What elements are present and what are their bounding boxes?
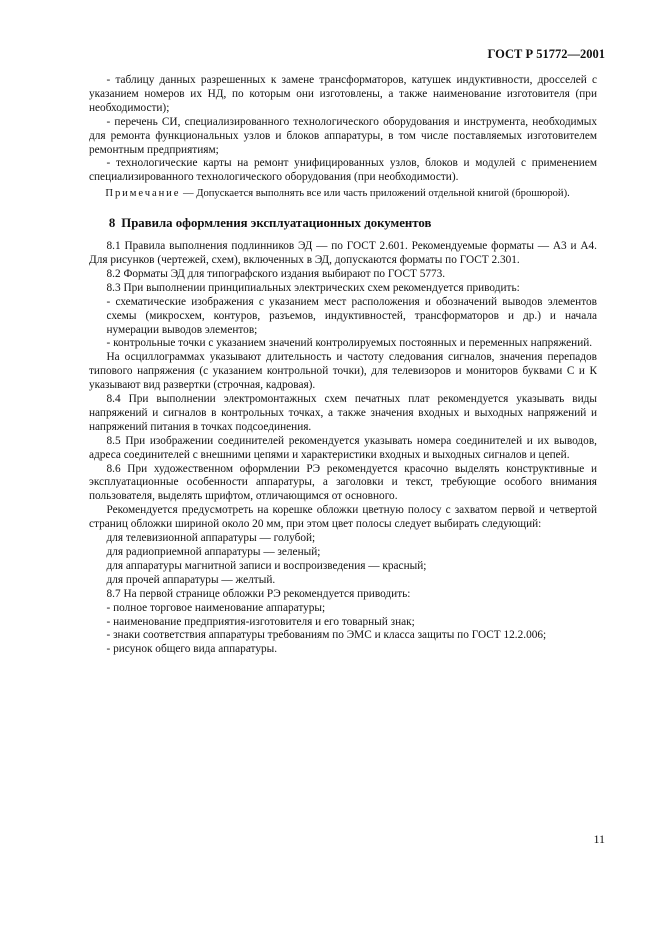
note (89, 187, 597, 201)
paragraph: 8.7 На первой странице обложки РЭ рекомендуется приводить: (106, 587, 411, 600)
list-item: для телевизионной аппаратуры — голубой; (106, 532, 316, 545)
page-content (89, 74, 597, 657)
paragraph: 8.2 Форматы ЭД для типографского издания выбирают по ГОСТ 5773. (106, 267, 446, 280)
list-item: - знаки соответствия аппаратуры требованиям по ЭМС и класса защиты по ГОСТ 12.2.006; (106, 629, 547, 642)
list-item: для радиоприемной аппаратуры — зеленый; (106, 546, 321, 558)
section-heading (89, 217, 597, 231)
list-item: - полное торговое наименование аппаратуры; (106, 601, 326, 614)
list-item: - рисунок общего вида аппаратуры. (106, 643, 278, 656)
paragraph: Рекомендуется предусмотреть на корешке обложки цветную полосу с захватом первой и четвертой страниц обложки шириной около 20 мм, при этом цвет полосы следует выбирать следующий: (89, 504, 597, 531)
paragraph: 8.6 При художественном оформлении РЭ рекомендуется красочно выделять конструктивные и эксплуатационные особенности аппаратуры, а заголовки и текст, требующие особого внимания пользователя, выделять шрифтом, отличающимся от основного. (89, 462, 597, 503)
section-number: 8 (108, 216, 116, 231)
list-item: для прочей аппаратуры — желтый. (106, 573, 276, 586)
paragraph: 8.4 При выполнении электромонтажных схем печатных плат рекомендуется указывать виды напряжений и сигналов в контрольных точках, а также значения входных и выходных напряжений и напряжений питания в точках подсоединения. (89, 393, 597, 433)
paragraph: На осциллограммах указывают длительность и частоту следования сигналов, значения перепадов типового напряжения (с указанием контрольной точки), для телевизоров и мониторов буквами С и К указывают вид развертки (строчная, кадровая). (89, 351, 597, 392)
list-item: - таблицу данных разрешенных к замене трансформаторов, катушек индуктивности, дросселей с указанием номеров их НД, по которым они изготовлены, а также наименование изготовителя (при необходимости); (89, 74, 597, 114)
page-number: 11 (593, 832, 605, 846)
list-item: - схематические изображения с указанием мест расположения и обозначений выводов элементов схемы (микросхем, контуров, разъемов, индуктивностей, трансформаторов и др.) и начала нумерации выводов элементов; (106, 295, 597, 336)
paragraph: 8.3 При выполнении принципиальных электрических схем рекомендуется приводить: (106, 281, 520, 294)
list-item: - контрольные точки с указанием значений контролируемых постоянных и переменных напряжений. (106, 337, 593, 350)
list-item: для аппаратуры магнитной записи и воспроизведения — красный; (106, 559, 427, 572)
note-label: Примечание (105, 188, 181, 200)
paragraph: 8.5 При изображении соединителей рекомендуется указывать номера соединителей и их выводов, адреса соединителей с внешними цепями и характеристики входных и выходных сигналов и цепей. (89, 434, 597, 461)
list-item: - наименование предприятия-изготовителя и его товарный знак; (106, 615, 415, 628)
note-text: — Допускается выполнять все или часть приложений отдельной книгой (брошюрой). (180, 188, 570, 200)
document-header: ГОСТ Р 51772—2001 (487, 47, 605, 61)
paragraph: 8.1 Правила выполнения подлинников ЭД — по ГОСТ 2.601. Рекомендуемые форматы — А3 и А4. Для рисунков (чертежей, схем), включенных в ЭД, допускаются форматы по ГОСТ 2.301. (89, 240, 597, 266)
section-title: Правила оформления эксплуатационных документов (121, 216, 432, 231)
list-item: - технологические карты на ремонт унифицированных узлов, блоков и модулей с применением специализированного технологического оборудования (при необходимости). (89, 157, 597, 184)
list-item: - перечень СИ, специализированного технологического оборудования и инструмента, необходимых для ремонта функциональных узлов и блоков аппаратуры, в том числе поставляемых изготовителем ремонтным предприятиям; (89, 115, 597, 156)
